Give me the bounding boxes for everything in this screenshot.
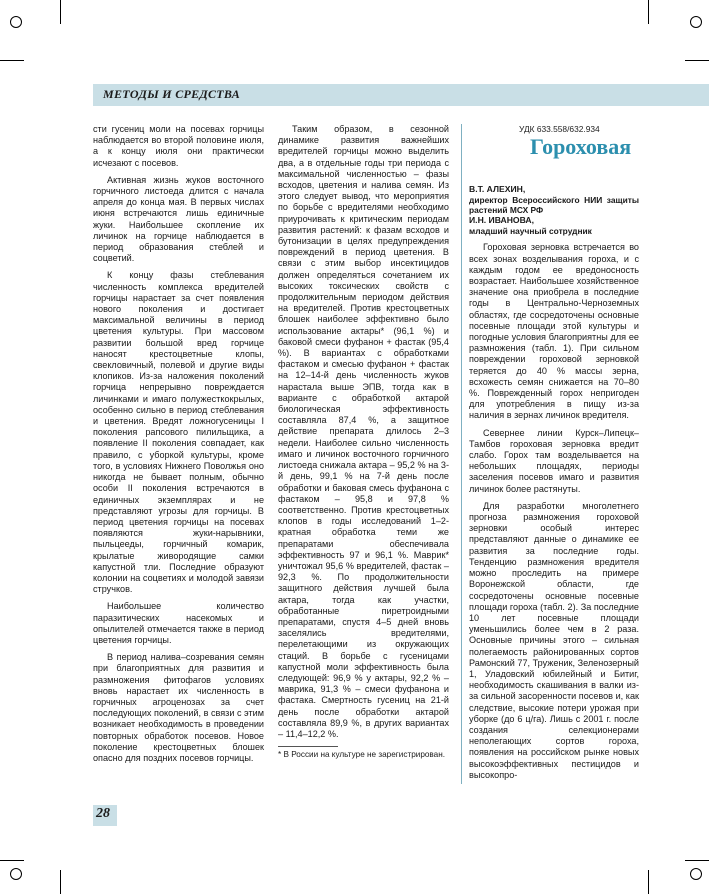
registration-mark	[690, 868, 702, 880]
crop-mark	[648, 0, 649, 24]
author-name: В.Т. АЛЕХИН,	[469, 184, 526, 194]
registration-mark	[690, 16, 702, 28]
paragraph: Севернее линии Курск–Липецк–Тамбов гороховая зерновка вредит слабо. Горох там возделывается на небольших площадях, периоды заселения посевов имаго и развития личинок более растянуты.	[469, 427, 639, 494]
paragraph: Наибольшее количество паразитических насекомых и опылителей отмечается также в период цветения горчицы.	[93, 601, 264, 645]
registration-mark	[10, 868, 22, 880]
paragraph: К концу фазы стеблевания численность комплекса вредителей горчицы нарастает за счет появления нового поколения и достигает максимальной величины в период цветения культуры. При массовом развитии большой вред горчице наносят крестоцветные клопы, свекловичный, полевой и другие виды клопиков. Из-за наложения поколений горчица непрерывно повреждается личинками и имаго полужесткокрылых, особенно сильно в период стеблевания и цветения. Вредят ложногусеницы I поколения рапсового пилильщика, а появление II поколения совпадает, как правило, с уборкой культуры, кроме того, в условиях Нижнего Поволжья оно никогда не бывает полным, обычно особи II поколения встречаются в единичных экземплярах и не представляют угрозы для горчицы. В период цветения горчицы на посевах появляются жуки-нарывники, пыльцееды, горчичный комарик, крылатые живородящие самки капустной тли. Последние образуют колонии на соцветиях и молодой завязи стручков.	[93, 270, 264, 595]
crop-mark	[648, 870, 649, 894]
text-column-1	[93, 124, 264, 770]
crop-mark	[0, 860, 24, 861]
paragraph: Гороховая зерновка встречается во всех зонах возделывания гороха, и с каждым годом ее вредоносность возрастает. Наибольшее хозяйственное значение она приобрела в последние годы в Центрально-Черноземных областях, где сосредоточены основные посевные площади этой культуры и погодные условия благоприятны для ее размножения (табл. 1). При сильном повреждении гороховой зерновкой теряется до 40 % массы зерна, всхожесть семян снижается на 70–80 %. Поврежденный горох непригоден для употребления в пищу из-за наличия в зернах личинок вредителя.	[469, 242, 639, 421]
paragraph: сти гусениц моли на посевах горчицы наблюдается во второй половине июля, а к концу июля они практически исчезают с посевов.	[93, 124, 264, 168]
crop-mark	[0, 60, 24, 61]
footnote-divider	[278, 746, 338, 747]
udk-code: УДК 633.558/632.934	[519, 124, 600, 134]
crop-mark	[60, 0, 61, 24]
crop-mark	[685, 860, 709, 861]
section-title: МЕТОДЫ И СРЕДСТВА	[103, 87, 241, 101]
registration-mark	[10, 16, 22, 28]
article-title: Гороховая	[530, 134, 632, 159]
author-role: директор Всероссийского НИИ защиты растений МСХ РФ	[469, 194, 639, 215]
author-role: младший научный сотрудник	[469, 226, 592, 236]
footnote: * В России на культуре не зарегистрирован.	[278, 750, 446, 760]
text-column-2	[278, 124, 449, 766]
crop-mark	[685, 60, 709, 61]
paragraph: В период налива–созревания семян при благоприятных для развития и размножения фитофагов условиях вновь нарастает их численность в горчичных агроценозах за счет последующих поколений, в связи с этим возникает необходимость в проведении повторных обработок посевов. Новое поколение крестоцветных блошек опасно для поздних посевов горчицы.	[93, 652, 264, 763]
column-divider	[461, 124, 462, 784]
paragraph: Активная жизнь жуков восточного горчичного листоеда длится с начала апреля до конца мая. В первых числах июня встречаются лишь единичные жуки. Наибольшее скопление их личинок на горчице наблюдается в период образования стеблей и соцветий.	[93, 174, 264, 264]
author-name: И.Н. ИВАНОВА,	[469, 215, 534, 226]
crop-mark	[60, 870, 61, 894]
page-number: 28	[96, 806, 110, 821]
text-column-3	[469, 184, 639, 787]
paragraph: Таким образом, в сезонной динамике развития важнейших вредителей горчицы можно выделить два, а в отдельные годы три периода с максимальной численностью – фазы всходов, цветения и налива семян. Из этого следует вывод, что мероприятия по борьбе с вредителями необходимо приурочивать к критическим периодам развития растений: к фазам всходов и бутонизации в целях предупреждения повреждений в период цветения. В связи с этим выбор инсектицидов должен определяться сочетанием их высоких токсических свойств с продолжительным периодом действия на вредителей. Против крестоцветных блошек наиболее эффективно было использование актары* (96,1 %) и баковой смеси фуфанон + фастак (95,4 %). В вариантах с обработками фастаком и смесью фуфанон + фастак на 12–14-й день численность жуков нарастала выше ЭПВ, тогда как в варианте с обработкой актарой биологическая эффективность составляла 87,4 %, а защитное действие препарата длилось 2–3 недели. Наиболее сильно численность имаго и личинок восточного горчичного листоеда снижала актара – 95,2 % на 3-й день, 99,1 % на 7-й день после обработки и баковая смесь фуфанона с фастаком – 95,8 и 97,8 % соответственно. Против крестоцветных клопов в годы исследований 1–2-кратная обработка теми же препаратами обеспечивала эффективность 97 и 96,1 %. Маврик* уничтожал 95,6 % вредителей, фастак – 92,3 %. По продолжительности защитного действия лучшей была актара, тогда как участки, обработанные пиретроидными препаратами, спустя 4–5 дней вновь заселялись вредителями, перелетающими из окружающих стаций. В борьбе с гусеницами капустной моли эффективность была следующей: 96,9 % у актары, 92,2 % – маврика, 91,3 % – смеси фуфанона и фастака. Смертность гусениц на 21-й день после обработки актарой составляла 89,9 %, в других вариантах – 11,4–12,2 %.	[278, 124, 449, 739]
paragraph: Для разработки многолетнего прогноза размножения гороховой зерновки особый интерес представляют данные о динамике ее развития за последние годы. Тенденцию размножения вредителя можно проследить на примере Воронежской области, где сосредоточены основные посевные площади гороха (табл. 2). За последние 10 лет посевные площади уменьшились более чем в 2 раза. Основные причины этого – сильная полегаемость районированных сортов Рамонский 77, Труженик, Зеленозерный 1, Уладовский юбилейный и Битиг, необходимость скашивания в валки из-за сильной засоренности посевов и, как следствие, высокие потери урожая при уборке (до 6 ц/га). Лишь с 2001 г. после создания селекционерами неполегающих сортов гороха, появления на российском рынке новых высокоэффективных пестицидов и высокопро-	[469, 500, 639, 780]
